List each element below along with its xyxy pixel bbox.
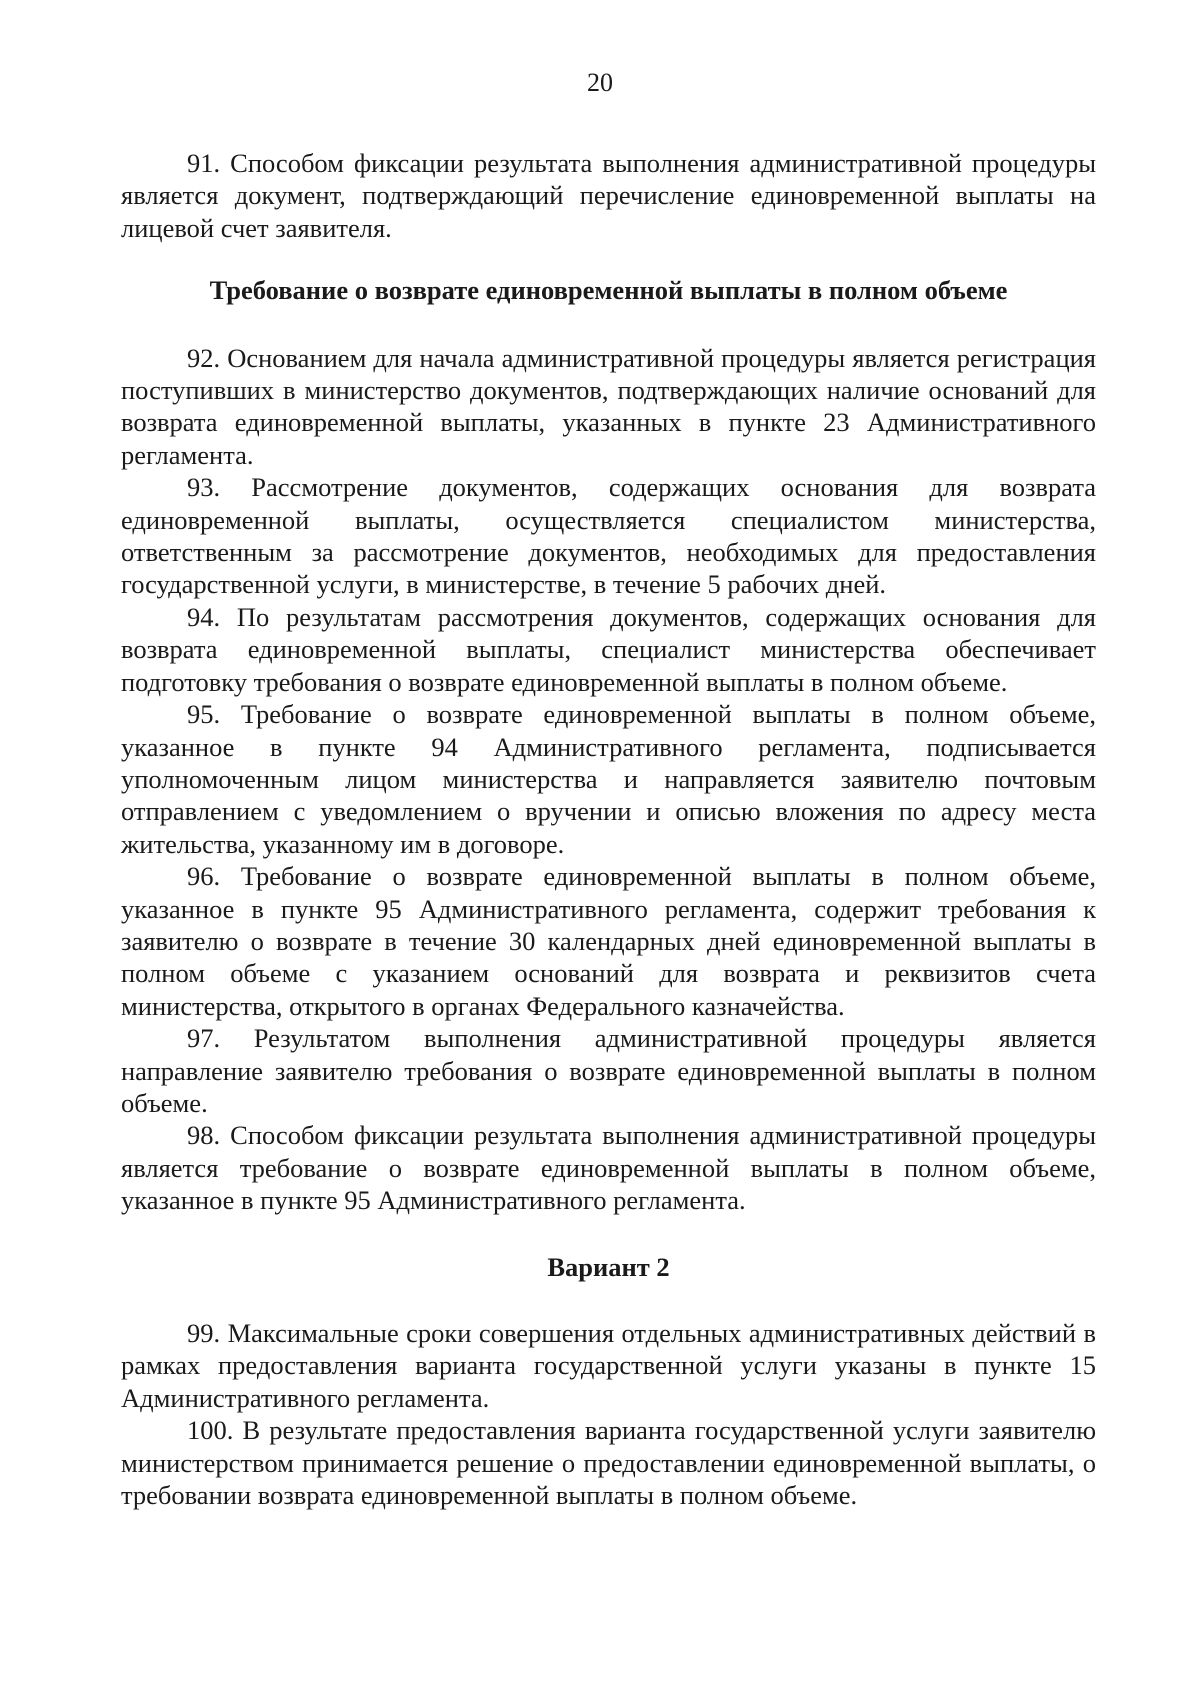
paragraph-96: 96. Требование о возврате единовременной выплаты в полном объеме, указанное в пункте 95 Административного регламента, содержит требования к заявителю о возврате в течение 30 календарных дней единовременной выплаты в полном объеме с указанием оснований для возврата и реквизитов счета министерства, открытого в органах Федерального казначейства. xyxy=(121,861,1096,1021)
paragraph-95: 95. Требование о возврате единовременной выплаты в полном объеме, указанное в пункте 94 Административного регламента, подписывается уполномоченным лицом министерства и направляется заявителю почтовым отправлением с уведомлением о вручении и описью вложения по адресу места жительства, указанному им в договоре. xyxy=(121,699,1096,859)
section-return-requirement-body xyxy=(121,342,1096,1217)
document-body xyxy=(121,147,1096,1511)
section-heading-return-requirement: Требование о возврате единовременной выплаты в полном объеме xyxy=(209,275,1008,306)
paragraph-92: 92. Основанием для начала административной процедуры является регистрация поступивших в министерство документов, подтверждающих наличие оснований для возврата единовременной выплаты, указанных в пункте 23 Административного регламента. xyxy=(121,342,1096,470)
paragraph-100: 100. В результате предоставления варианта государственной услуги заявителю министерством принимается решение о предоставлении единовременной выплаты, о требовании возврата единовременной выплаты в полном объеме. xyxy=(121,1415,1096,1511)
paragraph-97: 97. Результатом выполнения административной процедуры является направление заявителю требования о возврате единовременной выплаты в полном объеме. xyxy=(121,1023,1096,1118)
paragraph-94: 94. По результатам рассмотрения документов, содержащих основания для возврата единовременной выплаты, специалист министерства обеспечивает подготовку требования о возврате единовременной выплаты в полном объеме. xyxy=(121,601,1096,697)
paragraph-91: 91. Способом фиксации результата выполнения административной процедуры является документ, подтверждающий перечисление единовременной выплаты на лицевой счет заявителя. xyxy=(121,148,1096,243)
paragraph-98: 98. Способом фиксации результата выполнения административной процедуры является требование о возврате единовременной выплаты в полном объеме, указанное в пункте 95 Административного регламента. xyxy=(121,1120,1096,1216)
section-heading-variant-2: Вариант 2 xyxy=(547,1251,670,1282)
page-number: 20 xyxy=(587,68,613,97)
paragraph-93: 93. Рассмотрение документов, содержащих основания для возврата единовременной выплаты, осуществляется специалистом министерства, ответственным за рассмотрение документов, необходимых для предоставления государственной услуги, в министерстве, в течение 5 рабочих дней. xyxy=(121,472,1096,600)
section-variant-2-body xyxy=(121,1317,1096,1511)
paragraph-99: 99. Максимальные сроки совершения отдельных административных действий в рамках предоставления варианта государственной услуги указаны в пункте 15 Административного регламента. xyxy=(121,1318,1096,1413)
